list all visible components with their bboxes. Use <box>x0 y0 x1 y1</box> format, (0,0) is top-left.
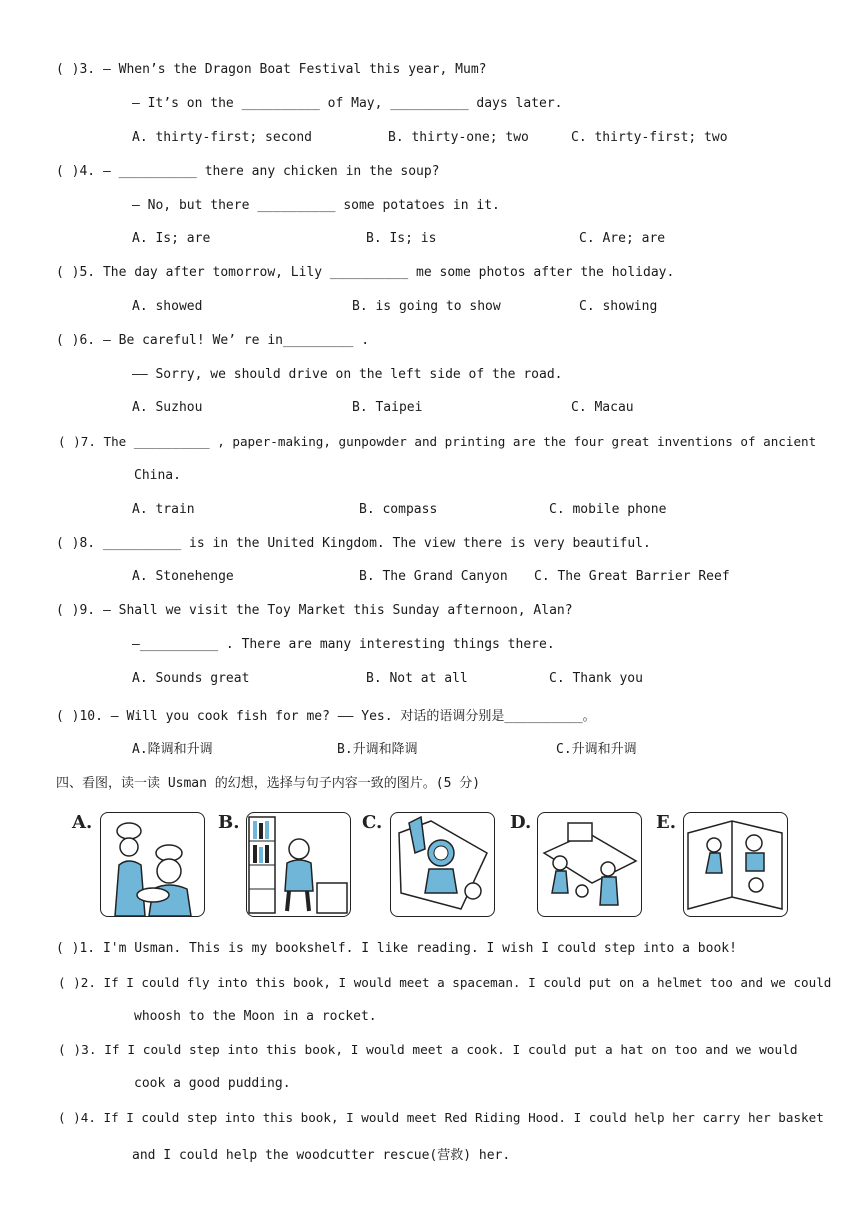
q10-option-b: B.升调和降调 <box>337 742 418 757</box>
picture-b-bookshelf <box>246 812 351 917</box>
q6-option-a: A. Suzhou <box>132 400 203 415</box>
sentence-2-line2: whoosh to the Moon in a rocket. <box>134 1009 377 1024</box>
q6-line2: —— Sorry, we should drive on the left side of the road. <box>132 367 563 382</box>
q5-stem: ( )5. The day after tomorrow, Lily __________ me some photos after the holiday. <box>56 265 675 280</box>
sentence-4-line1: ( )4. If I could step into this book, I would meet Red Riding Hood. I could help her carry her basket <box>58 1110 824 1125</box>
picture-label-a: A. <box>72 812 93 833</box>
q8-option-b: B. The Grand Canyon <box>359 569 508 584</box>
q3-option-c: C. thirty-first; two <box>571 130 728 145</box>
picture-d-red-riding-hood <box>537 812 642 917</box>
sentence-3-line2: cook a good pudding. <box>134 1076 291 1091</box>
q9-stem: ( )9. — Shall we visit the Toy Market this Sunday afternoon, Alan? <box>56 603 573 618</box>
q8-option-c: C. The Great Barrier Reef <box>534 569 730 584</box>
q3-option-b: B. thirty-one; two <box>388 130 529 145</box>
q8-option-a: A. Stonehenge <box>132 569 234 584</box>
q7-option-a: A. train <box>132 502 195 517</box>
q4-option-c: C. Are; are <box>579 231 666 246</box>
q4-stem: ( )4. — __________ there any chicken in the soup? <box>56 164 440 179</box>
picture-a-cooks <box>100 812 205 917</box>
picture-label-e: E. <box>656 812 676 833</box>
q9-option-b: B. Not at all <box>366 671 468 686</box>
q3-stem: ( )3. — When’s the Dragon Boat Festival this year, Mum? <box>56 62 487 77</box>
sentence-3-line1: ( )3. If I could step into this book, I would meet a cook. I could put a hat on too and we would <box>58 1043 798 1058</box>
q10-option-a: A.降调和升调 <box>132 742 213 757</box>
picture-label-c: C. <box>362 812 383 833</box>
q6-option-c: C. Macau <box>571 400 634 415</box>
q10-option-c: C.升调和升调 <box>556 742 637 757</box>
q3-option-a: A. thirty-first; second <box>132 130 313 145</box>
q6-stem: ( )6. — Be careful! We’ re in_________ . <box>56 333 370 348</box>
section-heading: 四、看图，读一读 Usman 的幻想，选择与句子内容一致的图片。(5 分) <box>56 776 481 791</box>
q3-line2: — It’s on the __________ of May, __________ days later. <box>132 96 563 111</box>
q5-option-b: B. is going to show <box>352 299 501 314</box>
picture-label-d: D. <box>510 812 532 833</box>
q4-option-a: A. Is; are <box>132 231 211 246</box>
q9-line2: —__________ . There are many interesting things there. <box>132 637 555 652</box>
q10-stem: ( )10. — Will you cook fish for me? —— Yes. 对话的语调分别是__________。 <box>56 709 596 724</box>
q6-option-b: B. Taipei <box>352 400 423 415</box>
q5-option-a: A. showed <box>132 299 203 314</box>
q8-stem: ( )8. __________ is in the United Kingdom. The view there is very beautiful. <box>56 536 651 551</box>
picture-c-spaceman <box>390 812 495 917</box>
picture-e-flying-into-book <box>683 812 788 917</box>
q7-line2: China. <box>134 468 181 483</box>
q9-option-a: A. Sounds great <box>132 671 250 686</box>
sentence-2-line1: ( )2. If I could fly into this book, I would meet a spaceman. I could put on a helmet too and we could <box>58 975 832 990</box>
sentence-4-line2: and I could help the woodcutter rescue(营救) her. <box>132 1148 511 1163</box>
picture-label-b: B. <box>218 812 240 833</box>
q7-stem: ( )7. The __________ , paper-making, gunpowder and printing are the four great inventions of ancient <box>58 434 817 449</box>
q9-option-c: C. Thank you <box>549 671 643 686</box>
sentence-1: ( )1. I'm Usman. This is my bookshelf. I like reading. I wish I could step into a book! <box>56 941 737 956</box>
q7-option-b: B. compass <box>359 502 438 517</box>
q4-line2: — No, but there __________ some potatoes in it. <box>132 198 500 213</box>
q7-option-c: C. mobile phone <box>549 502 667 517</box>
q5-option-c: C. showing <box>579 299 658 314</box>
q4-option-b: B. Is; is <box>366 231 437 246</box>
